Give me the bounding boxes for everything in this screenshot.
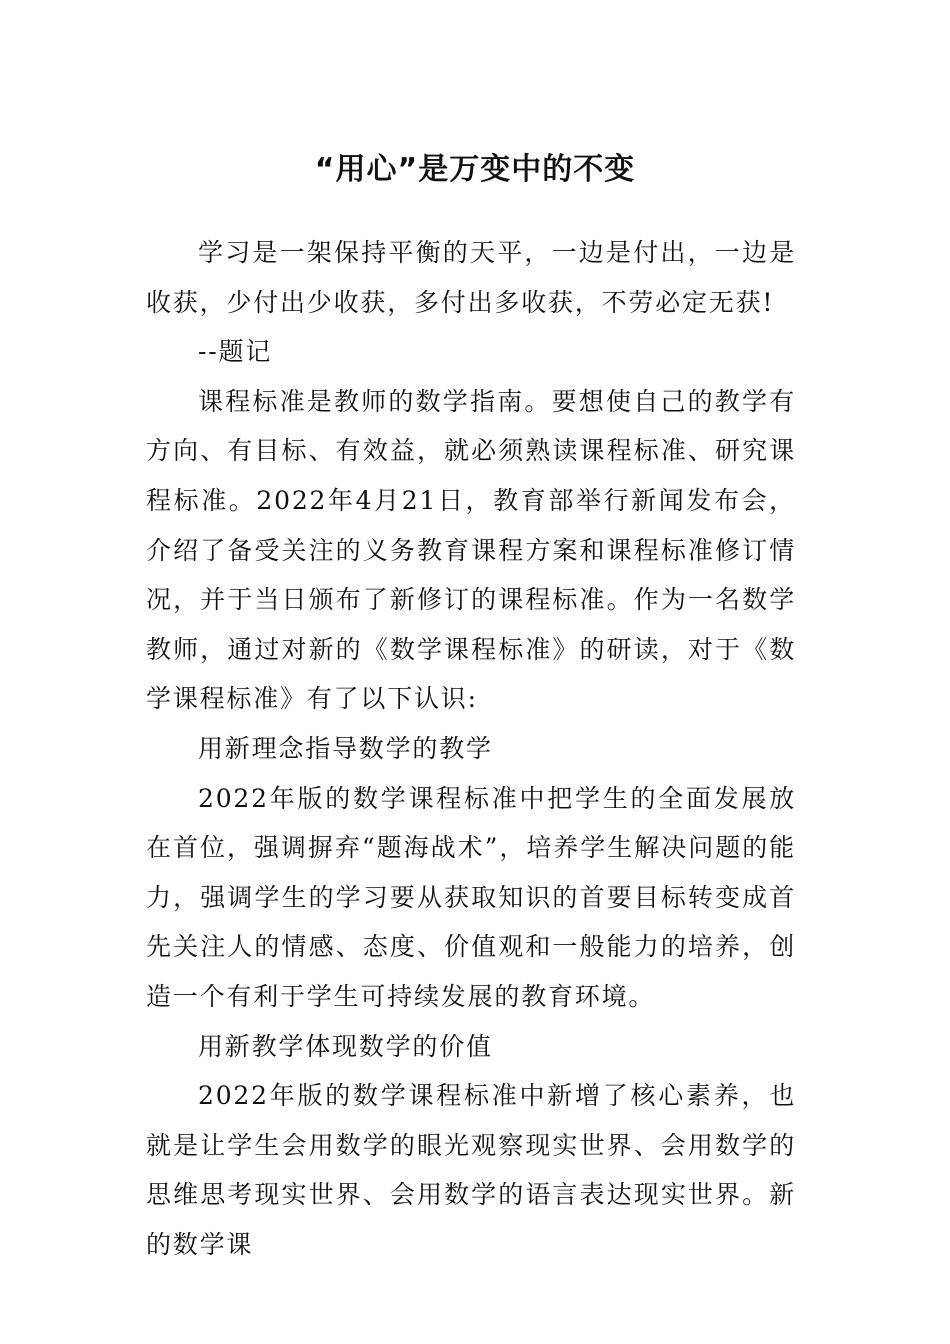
section-heading-new-teaching: 用新教学体现数学的价值: [198, 1031, 493, 1061]
paragraph-new-teaching: 2022年版的数学课程标准中新增了核心素养，也就是让学生会用数学的眼光观察现实世界、会用数学的思维思考现实世界、会用数学的语言表达现实世界。新的数学课: [146, 1081, 796, 1259]
intro-paragraph: 课程标准是教师的数学指南。要想使自己的教学有方向、有目标、有效益，就必须熟读课程标准、研究课程标准。2022年4月21日，教育部举行新闻发布会，介绍了备受关注的义务教育课程方案和课程标准修订情况，并于当日颁布了新修订的课程标准。作为一名数学教师，通过对新的《数学课程标准》的研读，对于《数学课程标准》有了以下认识:: [146, 386, 796, 714]
document-body: [146, 228, 796, 1269]
section-heading-new-concept: 用新理念指导数学的教学: [198, 733, 493, 763]
epigraph-paragraph: 学习是一架保持平衡的天平，一边是付出，一边是收获，少付出少收获，多付出多收获，不劳必定无获!: [146, 238, 796, 317]
document-title: “用心”是万变中的不变: [314, 152, 636, 188]
epigraph-attribution: --题记: [198, 337, 273, 367]
paragraph-new-concept: 2022年版的数学课程标准中把学生的全面发展放在首位，强调摒弃“题海战术”，培养学生解决问题的能力，强调学生的学习要从获取知识的首要目标转变成首先关注人的情感、态度、价值观和一般能力的培养，创造一个有利于学生可持续发展的教育环境。: [146, 783, 796, 1011]
